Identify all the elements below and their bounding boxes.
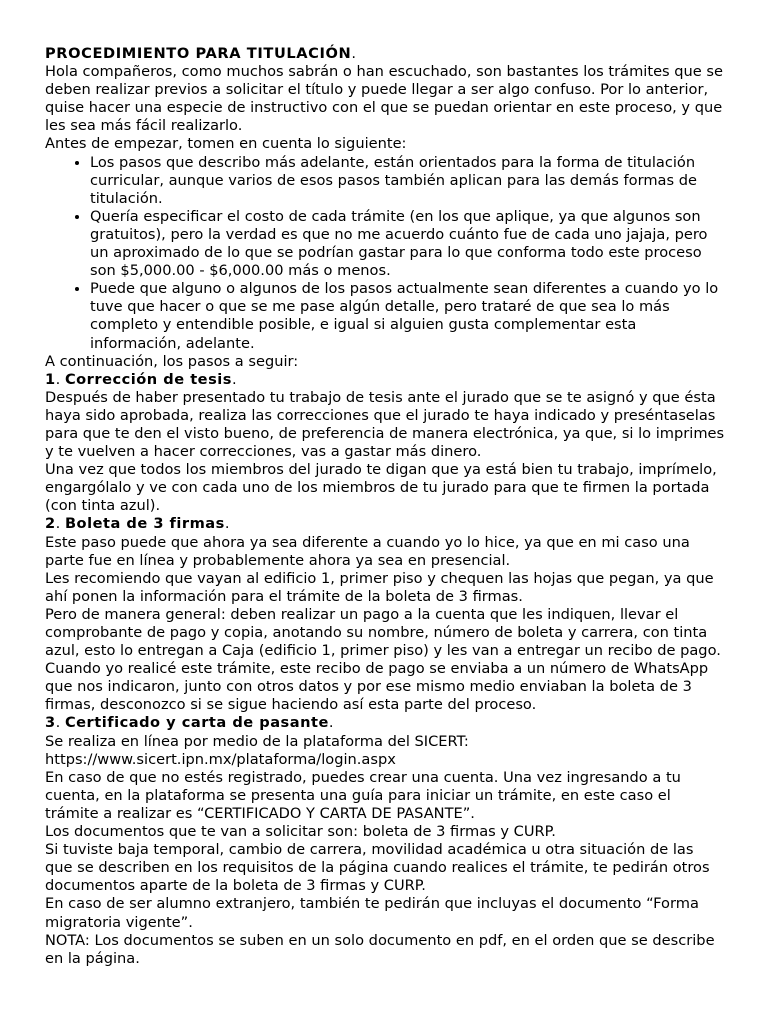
sicert-url: https://www.sicert.ipn.mx/plataforma/login.aspx (45, 750, 396, 768)
title-text: PROCEDIMIENTO PARA TITULACIÓN (45, 45, 352, 62)
steps-intro: A continuación, los pasos a seguir: (45, 352, 299, 370)
step-title: Boleta de 3 firmas (64, 515, 225, 533)
title-period: . (351, 45, 356, 62)
step-paragraph: En caso de ser alumno extranjero, también te pedirán que incluyas el documento “Forma migratoria vigente”. (45, 895, 699, 931)
step-number: 3 (45, 714, 56, 732)
notes-list (45, 154, 725, 353)
step-number: 2 (45, 515, 56, 533)
step-paragraph: Después de haber presentado tu trabajo de tesis ante el jurado que se te asignó y que ésta haya sido aprobada, realiza las correcciones que el jurado te haya indicado y preséntaselas para que te den el visto bueno, de preferencia de manera electrónica, ya que, si lo imprimes y te vuelven a hacer correcciones, vas a gastar más dinero. (45, 388, 725, 461)
intro-paragraph: Antes de empezar, tomen en cuenta lo siguiente: (45, 135, 407, 153)
step-title: Corrección de tesis (64, 370, 232, 388)
step-paragraph: Les recomiendo que vayan al edificio 1, primer piso y chequen las hojas que pegan, ya que ahí ponen la información para el trámite de la boleta de 3 firmas. (45, 569, 714, 605)
step-number: 1 (45, 370, 56, 388)
list-item: • Puede que alguno o algunos de los pasos actualmente sean diferentes a cuando yo lo tuve que hacer o que se me pase algún detalle, pero trataré de que sea lo más completo y entendible posible, e igual si alguien gusta complementar esta información, adelante. (90, 280, 725, 352)
intro-paragraph: Hola compañeros, como muchos sabrán o han escuchado, son bastantes los trámites que se deben realizar previos a solicitar el título y puede llegar a ser algo confuso. Por lo anterior, quise hacer una especie de instructivo con el que se puedan orientar en este proceso, y que les sea más fácil realizarlo. (45, 63, 724, 135)
step-paragraph: NOTA: Los documentos se suben en un solo documento en pdf, en el orden que se describe en la página. (45, 931, 715, 967)
document-page (45, 45, 725, 968)
step-paragraph: Una vez que todos los miembros del jurado te digan que ya está bien tu trabajo, imprímelo, engargólalo y ve con cada uno de los miembros de tu jurado para que te firmen la portada (con tinta azul). (45, 461, 717, 515)
step-paragraph: Este paso puede que ahora ya sea diferente a cuando yo lo hice, ya que en mi caso una parte fue en línea y probablemente ahora ya sea en presencial. (45, 533, 690, 569)
step-paragraph: Los documentos que te van a solicitar son: boleta de 3 firmas y CURP. (45, 823, 556, 841)
list-item: • Quería especificar el costo de cada trámite (en los que aplique, ya que algunos son gratuitos), pero la verdad es que no me acuerdo cuánto fue de cada uno jajaja, pero un aproximado de lo que se podrían gastar para lo que conforma todo este proceso son $5,000.00 - $6,000.00 más o menos. (90, 208, 725, 280)
document-title (45, 45, 725, 63)
step-paragraph: Si tuviste baja temporal, cambio de carrera, movilidad académica u otra situación de las que se describen en los requisitos de la página cuando realices el trámite, te pedirán otros documentos aparte de la boleta de 3 firmas y CURP. (45, 841, 710, 895)
step-paragraph: Pero de manera general: deben realizar un pago a la cuenta que les indiquen, llevar el comprobante de pago y copia, anotando su nombre, número de boleta y carrera, con tinta azul, esto lo entregan a Caja (edificio 1, primer piso) y les van a entregar un recibo de pago. Cuando yo realicé este trámite, este recibo de pago se enviaba a un número de WhatsApp que nos indicaron, junto con otros datos y por ese mismo medio enviaban la boleta de 3 firmas, desconozco si se sigue haciendo así esta parte del proceso. (45, 605, 721, 714)
step-heading: 3. Certificado y carta de pasante. (45, 714, 334, 732)
list-item: • Los pasos que describo más adelante, están orientados para la forma de titulación curricular, aunque varios de esos pasos también aplican para las demás formas de titulación. (90, 154, 725, 208)
step-paragraph: En caso de que no estés registrado, puedes crear una cuenta. Una vez ingresando a tu cuenta, en la plataforma se presenta una guía para iniciar un trámite, en este caso el trámite a realizar es “CERTIFICADO Y CARTA DE PASANTE”. (45, 768, 681, 822)
step-heading: 2. Boleta de 3 firmas. (45, 515, 230, 533)
step-heading: 1. Corrección de tesis. (45, 370, 237, 388)
step-title: Certificado y carta de pasante (64, 714, 329, 732)
step-paragraph: Se realiza en línea por medio de la plataforma del SICERT: (45, 732, 469, 750)
